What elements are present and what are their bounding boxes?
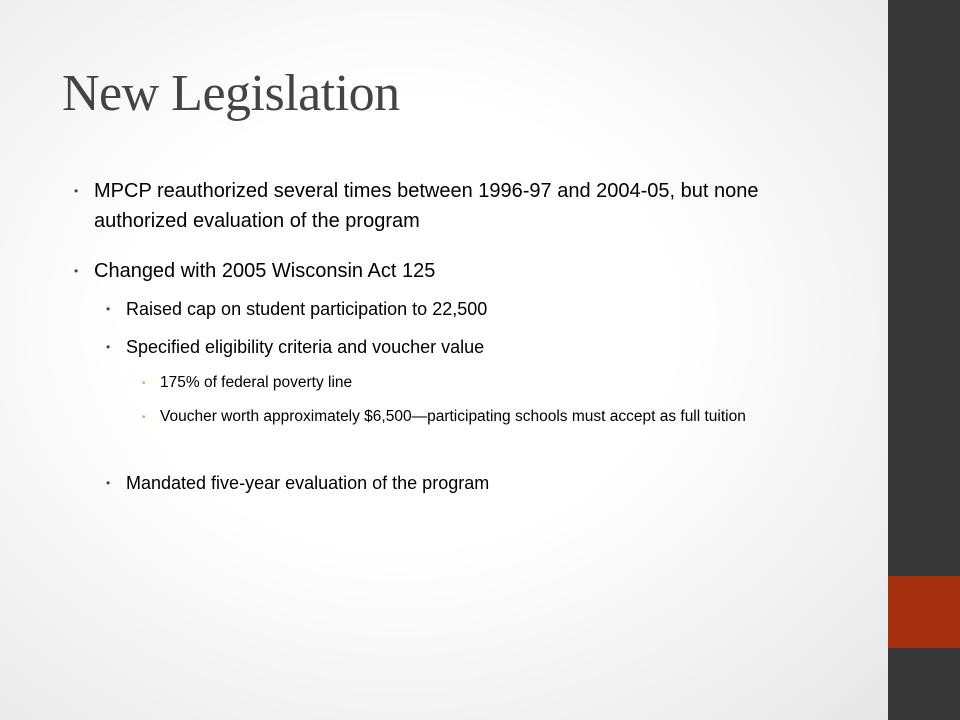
bullet-item xyxy=(74,176,844,236)
bullet-dot-icon: • xyxy=(74,264,79,278)
accent-block xyxy=(888,576,960,648)
bullet-item xyxy=(74,256,844,286)
sub-bullet-item xyxy=(106,334,846,360)
sub-bullet-text: Specified eligibility criteria and voucher value xyxy=(126,337,485,357)
bullet-dot-icon: • xyxy=(74,184,79,198)
sub-sub-bullet-item xyxy=(142,406,832,428)
bullet-dot-icon: • xyxy=(142,378,146,389)
sub-sub-bullet-text: Voucher worth approximately $6,500—participating schools must accept as full tuition xyxy=(160,408,746,425)
bullet-dot-icon: • xyxy=(106,340,111,354)
bullet-text: MPCP reauthorized several times between 1996-97 and 2004-05, but none authorized evaluation of the program xyxy=(94,180,759,232)
sub-sub-bullet-item xyxy=(142,372,842,394)
bullet-dot-icon: • xyxy=(106,476,111,490)
sub-bullet-item xyxy=(106,470,846,496)
bullet-text: Changed with 2005 Wisconsin Act 125 xyxy=(94,260,436,282)
sub-sub-bullet-text: 175% of federal poverty line xyxy=(160,374,353,391)
sub-bullet-item xyxy=(106,296,846,322)
slide-title: New Legislation xyxy=(62,65,400,122)
bullet-dot-icon: • xyxy=(142,412,146,423)
sub-bullet-text: Mandated five-year evaluation of the program xyxy=(126,473,490,493)
sub-bullet-text: Raised cap on student participation to 22,500 xyxy=(126,299,488,319)
bullet-dot-icon: • xyxy=(106,302,111,316)
